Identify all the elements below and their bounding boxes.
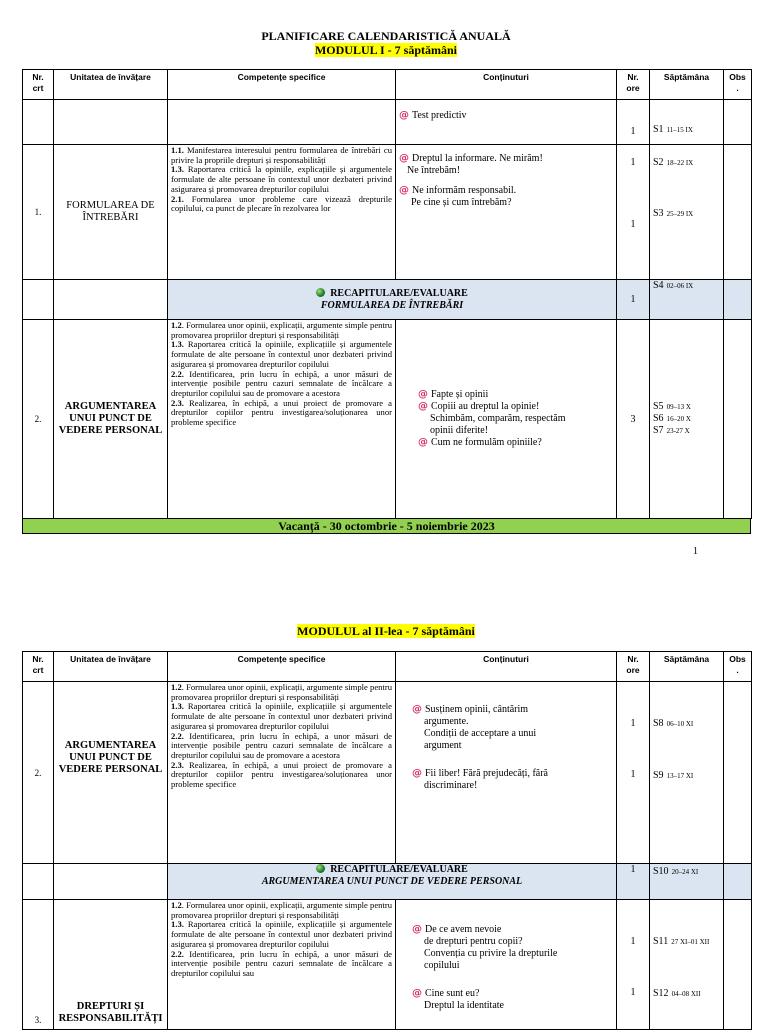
content-item: Susținem opinii, cântărim xyxy=(425,704,529,715)
content-item: Cine sunt eu? xyxy=(425,988,480,999)
page2-header xyxy=(22,624,750,638)
content-item: Fapte și opinii xyxy=(431,389,489,400)
recap-cell xyxy=(168,864,617,900)
header-unit: Unitatea de învățare xyxy=(54,70,168,100)
table-header-row xyxy=(23,70,752,100)
table-row xyxy=(23,100,752,145)
header-nr: Nr. crt xyxy=(23,652,54,682)
bullet-icon: @ xyxy=(412,924,422,935)
unit-name: ARGUMENTAREA UNUI PUNCT DE VEDERE PERSONAL xyxy=(54,320,168,519)
header-week: Săptămâna xyxy=(650,652,724,682)
unit-name: DREPTURI ȘI RESPONSABILITĂȚI xyxy=(54,900,168,1030)
vacation-banner: Vacanță - 30 octombrie - 5 noiembrie 2023 xyxy=(22,518,751,534)
header-obs: Obs . xyxy=(724,652,752,682)
competence-item: 1.2. Formularea unor opinii, explicații, argumente simple pentru promovarea propriilor drepturi și responsabilități xyxy=(171,900,392,920)
week-cell: S8 06–10 XI S9 13–17 XI xyxy=(650,682,724,864)
unit-name: ARGUMENTAREA UNUI PUNCT DE VEDERE PERSONAL xyxy=(54,682,168,864)
content-item: copilului xyxy=(424,960,460,971)
content-item: Schimbăm, comparăm, respectăm xyxy=(430,413,566,424)
table-header-row xyxy=(23,652,752,682)
competence-item: 2.2. Identificarea, prin lucru în echipă, a unor măsuri de intervenție posibile pentru cazuri semnalate de încălcare a drepturilor copilului sau de promovare a acestora xyxy=(171,368,392,398)
content-cell xyxy=(396,320,617,519)
bullet-icon: @ xyxy=(399,110,409,121)
header-contents: Conținuturi xyxy=(396,652,617,682)
content-item: Fii liber! Fără prejudecăți, fără xyxy=(425,768,548,779)
recap-row xyxy=(23,864,752,900)
competence-item: 2.1. Formularea unor probleme care vizează drepturile copilului, ca punct de plecare în rezolvarea lor xyxy=(171,193,392,214)
content-item: Ne întrebăm! xyxy=(407,165,461,176)
competence-item: 1.3. Raportarea critică la opiniile, explicațiile și argumentele formulate de alte persoane în contextul unor dezbateri privind asigurarea și promovarea drepturilor copilului xyxy=(171,339,392,369)
unit-name: FORMULAREA DE ÎNTREBĂRI xyxy=(54,145,168,280)
header-competences: Competențe specifice xyxy=(168,652,396,682)
week-cell: S2 18–22 IX S3 25–29 IX xyxy=(650,145,724,280)
competence-item: 1.2. Formularea unor opinii, explicații, argumente simple pentru promovarea propriilor drepturi și responsabilități xyxy=(171,320,392,340)
bullet-icon: @ xyxy=(412,988,422,999)
week-cell: S5 09–13 X S6 16–20 X S7 23-27 X xyxy=(650,320,724,519)
recap-row xyxy=(23,280,752,320)
bullet-icon: @ xyxy=(418,437,428,448)
header-obs: Obs . xyxy=(724,70,752,100)
competence-item: 1.2. Formularea unor opinii, explicații, argumente simple pentru promovarea propriilor drepturi și responsabilități xyxy=(171,682,392,702)
row-number: 2. xyxy=(23,320,54,519)
recap-title: RECAPITULARE/EVALUARE xyxy=(330,864,468,875)
row-number: 1. xyxy=(23,145,54,280)
competence-item: 2.3. Realizarea, în echipă, a unui proiect de promovare a drepturilor copiilor pentru investigarea/soluționarea unor probleme specifice xyxy=(171,397,392,428)
table-row xyxy=(23,320,752,519)
content-item: argumente. xyxy=(424,716,469,727)
content-item: Pe cine și cum întrebăm? xyxy=(411,197,512,208)
competences-cell xyxy=(168,145,396,280)
competence-item: 2.2. Identificarea, prin lucru în echipă, a unor măsuri de intervenție posibile pentru cazuri semnalate de încălcare a drepturilor copilului sau xyxy=(171,948,392,978)
content-test: Test predictiv xyxy=(412,110,467,121)
bullet-icon: @ xyxy=(412,704,422,715)
bullet-icon: @ xyxy=(399,185,409,196)
recap-subtitle: FORMULAREA DE ÎNTREBĂRI xyxy=(320,299,464,311)
content-item: De ce avem nevoie xyxy=(425,924,502,935)
content-item: Ne informăm responsabil. xyxy=(412,185,517,196)
recap-subtitle: ARGUMENTAREA UNUI PUNCT DE VEDERE PERSONAL xyxy=(261,876,523,887)
hours-cell: 1 xyxy=(617,864,650,900)
competence-item: 1.3. Raportarea critică la opiniile, explicațiile și argumentele formulate de alte persoane în contextul unor dezbateri privind asigurarea și promovarea drepturilor copilului xyxy=(171,164,392,194)
table-row xyxy=(23,145,752,280)
table-row xyxy=(23,900,752,1030)
content-item: Convenția cu privire la drepturile xyxy=(424,948,558,959)
page-number: 1 xyxy=(693,546,698,557)
hours-cell: 3 xyxy=(617,320,650,519)
header-hours: Nr. ore xyxy=(617,652,650,682)
globe-icon xyxy=(316,288,325,297)
bullet-icon: @ xyxy=(399,153,409,164)
header-competences: Competențe specifice xyxy=(168,70,396,100)
recap-title: RECAPITULARE/EVALUARE xyxy=(330,287,468,299)
table-row xyxy=(23,682,752,864)
recap-cell xyxy=(168,280,617,320)
week-label: S1 xyxy=(653,124,664,135)
week-cell: S4 02–06 IX xyxy=(650,280,724,320)
week-dates: 11–15 IX xyxy=(666,126,693,134)
hours-cell: 1 xyxy=(617,280,650,320)
competences-cell xyxy=(168,682,396,864)
competence-item: 1.3. Raportarea critică la opiniile, explicațiile și argumentele formulate de alte persoane în contextul unor dezbateri privind asigurarea și promovarea drepturilor copilului xyxy=(171,701,392,731)
header-unit: Unitatea de învățare xyxy=(54,652,168,682)
page1-header xyxy=(22,29,750,57)
header-nr: Nr. crt xyxy=(23,70,54,100)
competence-item: 1.1. Manifestarea interesului pentru formularea de întrebări cu privire la propriile drepturi și responsabilități xyxy=(171,145,392,165)
week-cell: S11 27 XI–01 XII S12 04–08 XII xyxy=(650,900,724,1030)
content-item: Condiții de acceptare a unui xyxy=(424,728,537,739)
hours-cell: 1 1 xyxy=(617,682,650,864)
header-contents: Conținuturi xyxy=(396,70,617,100)
header-week: Săptămâna xyxy=(650,70,724,100)
hours-cell: 1 1 xyxy=(617,900,650,1030)
globe-icon xyxy=(316,864,325,873)
competence-item: 2.2. Identificarea, prin lucru în echipă, a unor măsuri de intervenție posibile pentru cazuri semnalate de încălcare a drepturilor copilului sau de promovare a acestora xyxy=(171,730,392,760)
bullet-icon: @ xyxy=(412,768,422,779)
bullet-icon: @ xyxy=(418,401,428,412)
content-cell xyxy=(396,145,617,280)
content-item: Copiii au dreptul la opinie! xyxy=(431,401,540,412)
content-cell xyxy=(396,682,617,864)
content-cell xyxy=(396,100,617,145)
content-item: Dreptul la informare. Ne mirăm! xyxy=(412,153,543,164)
content-item: Cum ne formulăm opiniile? xyxy=(431,437,542,448)
content-item: de drepturi pentru copii? xyxy=(424,936,523,947)
content-cell xyxy=(396,900,617,1030)
page1-table xyxy=(22,69,752,519)
competences-cell xyxy=(168,320,396,519)
week-cell: S10 20–24 XI xyxy=(650,864,724,900)
content-item: discriminare! xyxy=(424,780,478,791)
week-cell xyxy=(650,100,724,145)
competence-item: 2.3. Realizarea, în echipă, a unui proiect de promovare a drepturilor copiilor pentru investigarea/soluționarea unor probleme specifice xyxy=(171,759,392,790)
page1-title: PLANIFICARE CALENDARISTICĂ ANUALĂ xyxy=(261,29,511,43)
row-number: 2. xyxy=(23,682,54,864)
content-item: argument xyxy=(424,740,462,751)
competences-cell xyxy=(168,900,396,1030)
hours-cell: 1 1 xyxy=(617,145,650,280)
hours-cell: 1 xyxy=(617,100,650,145)
bullet-icon: @ xyxy=(418,389,428,400)
content-item: Dreptul la identitate xyxy=(424,1000,504,1011)
row-number: 3. xyxy=(23,900,54,1030)
competence-item: 1.3. Raportarea critică la opiniile, explicațiile și argumentele formulate de alte persoane în contextul unor dezbateri privind asigurarea și promovarea drepturilor copilului xyxy=(171,919,392,949)
page1-module-title: MODULUL I - 7 săptămâni xyxy=(314,43,457,57)
header-hours: Nr. ore xyxy=(617,70,650,100)
page2-module-title: MODULUL al II-lea - 7 săptămâni xyxy=(297,624,475,638)
content-item: opinii diferite! xyxy=(430,425,489,436)
page2-table xyxy=(22,651,752,1030)
